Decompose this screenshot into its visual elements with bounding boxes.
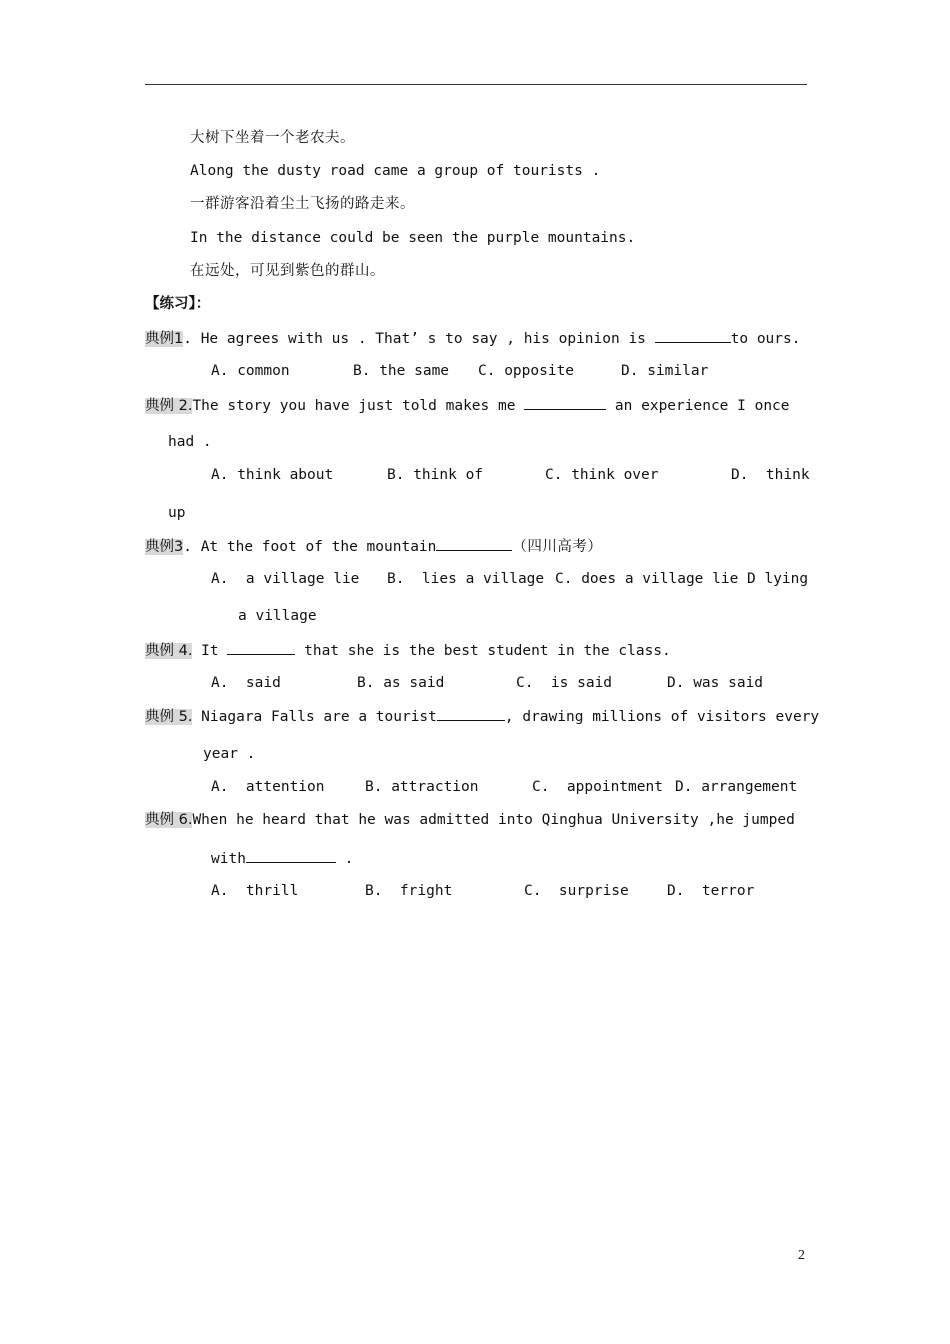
question-continuation: year . (203, 746, 256, 762)
question-text: that she is the best student in the class. (295, 643, 671, 659)
option-a: A. a village lie (211, 571, 360, 587)
question-continuation: had . (168, 434, 212, 450)
option-a: A. common (211, 363, 290, 379)
question-tag: 典例3 (145, 539, 184, 555)
answer-blank (524, 395, 606, 410)
option-b: B. think of (387, 467, 484, 483)
question-text: . At the foot of the mountain (183, 539, 437, 555)
header-rule (145, 84, 807, 85)
intro-line-4: In the distance could be seen the purple mountains. (190, 230, 636, 246)
intro-line-1: 大树下坐着一个老农夫。 (190, 130, 355, 146)
intro-line-5: 在远处，可见到紫色的群山。 (190, 263, 385, 279)
option-c: C. appointment (532, 779, 663, 795)
option-b: B. fright (365, 883, 453, 899)
question-text: . (335, 851, 354, 867)
option-d: D. similar (621, 363, 709, 379)
question-source: （四川高考） (512, 539, 603, 555)
option-c: C. surprise (524, 883, 629, 899)
answer-blank (246, 848, 336, 863)
question-continuation (211, 848, 353, 869)
option-d-continuation: up (168, 505, 186, 521)
question-3 (145, 536, 602, 557)
question-text: an experience I once (606, 398, 790, 414)
question-text: Niagara Falls are a tourist (192, 709, 437, 725)
question-text: When he heard that he was admitted into Qinghua University ,he jumped (192, 812, 795, 828)
option-c: C. is said (516, 675, 613, 691)
section-title: 【练习】： (145, 296, 211, 312)
question-text: . He agrees with us . That’ s to say , his opinion is (183, 331, 655, 347)
option-c: C. opposite (478, 363, 575, 379)
answer-blank (227, 640, 295, 655)
answer-blank (436, 536, 512, 551)
intro-line-2: Along the dusty road came a group of tourists . (190, 163, 601, 179)
answer-blank (655, 328, 731, 343)
page-number: 2 (798, 1248, 805, 1263)
option-d: D. was said (667, 675, 764, 691)
question-6 (145, 810, 795, 830)
question-2 (145, 395, 790, 416)
option-c: C. does a village lie (555, 571, 739, 587)
option-a: A. think about (211, 467, 334, 483)
question-tag: 典例 6. (145, 812, 193, 828)
question-tag: 典例 5. (145, 709, 193, 725)
option-c: C. think over (545, 467, 659, 483)
option-b: B. lies a village (387, 571, 545, 587)
question-text: with (211, 851, 246, 867)
question-text: The story you have just told makes me (192, 398, 525, 414)
option-d: D. arrangement (675, 779, 798, 795)
option-b: B. attraction (365, 779, 479, 795)
intro-line-3: 一群游客沿着尘土飞扬的路走来。 (190, 196, 415, 212)
option-b: B. the same (353, 363, 450, 379)
question-tag: 典例 4. (145, 643, 193, 659)
option-a: A. thrill (211, 883, 299, 899)
answer-blank (437, 706, 505, 721)
question-4 (145, 640, 671, 661)
option-b: B. as said (357, 675, 445, 691)
question-tag: 典例1 (145, 331, 184, 347)
question-text: , drawing millions of visitors every (504, 709, 820, 725)
option-d: D. think (731, 467, 810, 483)
question-5 (145, 706, 819, 727)
question-text: to ours. (730, 331, 801, 347)
option-a: A. attention (211, 779, 325, 795)
question-text: It (192, 643, 228, 659)
question-tag: 典例 2. (145, 398, 193, 414)
option-d: D lying (747, 571, 809, 587)
question-1 (145, 328, 800, 349)
option-d: D. terror (667, 883, 755, 899)
option-d-continuation: a village (238, 608, 317, 624)
option-a: A. said (211, 675, 281, 691)
